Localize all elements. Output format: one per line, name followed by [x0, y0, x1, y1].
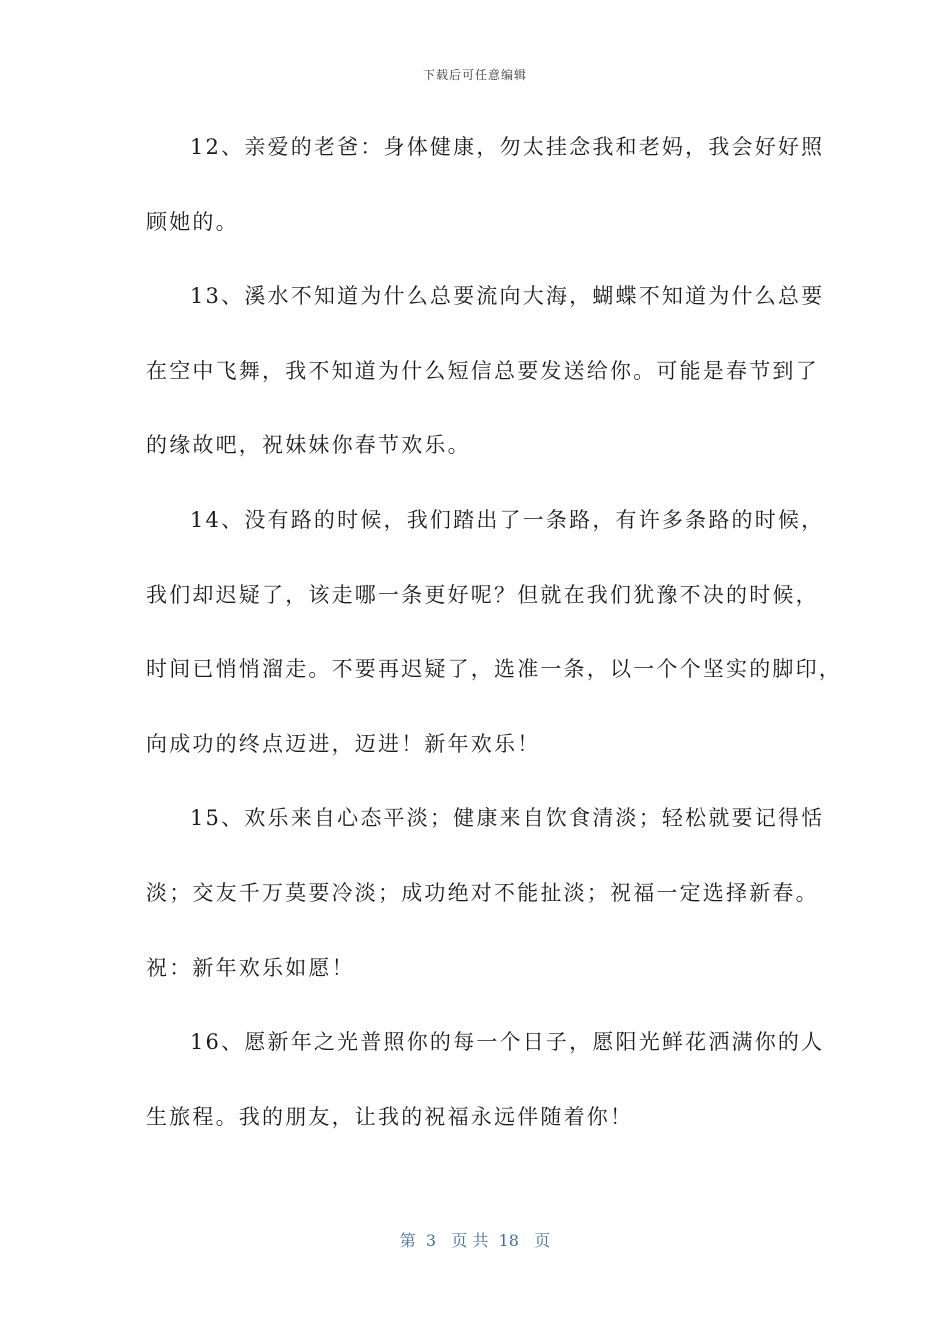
paragraph-13-line-1: 13、溪水不知道为什么总要流向大海，蝴蝶不知道为什么总要 [190, 284, 825, 309]
paragraph-12-line-2: 顾她的。 [146, 209, 239, 234]
paragraph-14-line-3: 时间已悄悄溜走。不要再迟疑了，选准一条，以一个个坚实的脚印， [146, 657, 842, 682]
paragraph-15-line-3: 祝：新年欢乐如愿！ [146, 955, 355, 980]
paragraph-16-line-2: 生旅程。我的朋友，让我的祝福永远伴随着你！ [146, 1104, 634, 1129]
paragraph-16-line-1: 16、愿新年之光普照你的每一个日子，愿阳光鲜花洒满你的人 [190, 1030, 825, 1055]
paragraph-13-line-2: 在空中飞舞，我不知道为什么短信总要发送给你。可能是春节到了 [146, 358, 819, 383]
paragraph-12-line-1: 12、亲爱的老爸：身体健康，勿太挂念我和老妈，我会好好照 [190, 135, 825, 159]
page-number-footer: 第 3 页 共 18 页 [399, 1231, 551, 1250]
paragraph-14-line-1: 14、没有路的时候，我们踏出了一条路，有许多条路的时候， [190, 507, 825, 532]
paragraph-15-line-2: 淡；交友千万莫要冷淡；成功绝对不能扯淡；祝福一定选择新春。 [146, 880, 819, 905]
paragraph-14-line-4: 向成功的终点迈进，迈进！新年欢乐！ [146, 731, 541, 756]
paragraph-14-line-2: 我们却迟疑了，该走哪一条更好呢？但就在我们犹豫不决的时候， [146, 582, 819, 607]
paragraph-13-line-3: 的缘故吧，祝妹妹你春节欢乐。 [146, 433, 471, 458]
paragraph-15-line-1: 15、欢乐来自心态平淡；健康来自饮食清淡；轻松就要记得恬 [190, 806, 825, 831]
page-header: 下载后可任意编辑 [422, 68, 527, 82]
document-body [146, 126, 842, 1170]
